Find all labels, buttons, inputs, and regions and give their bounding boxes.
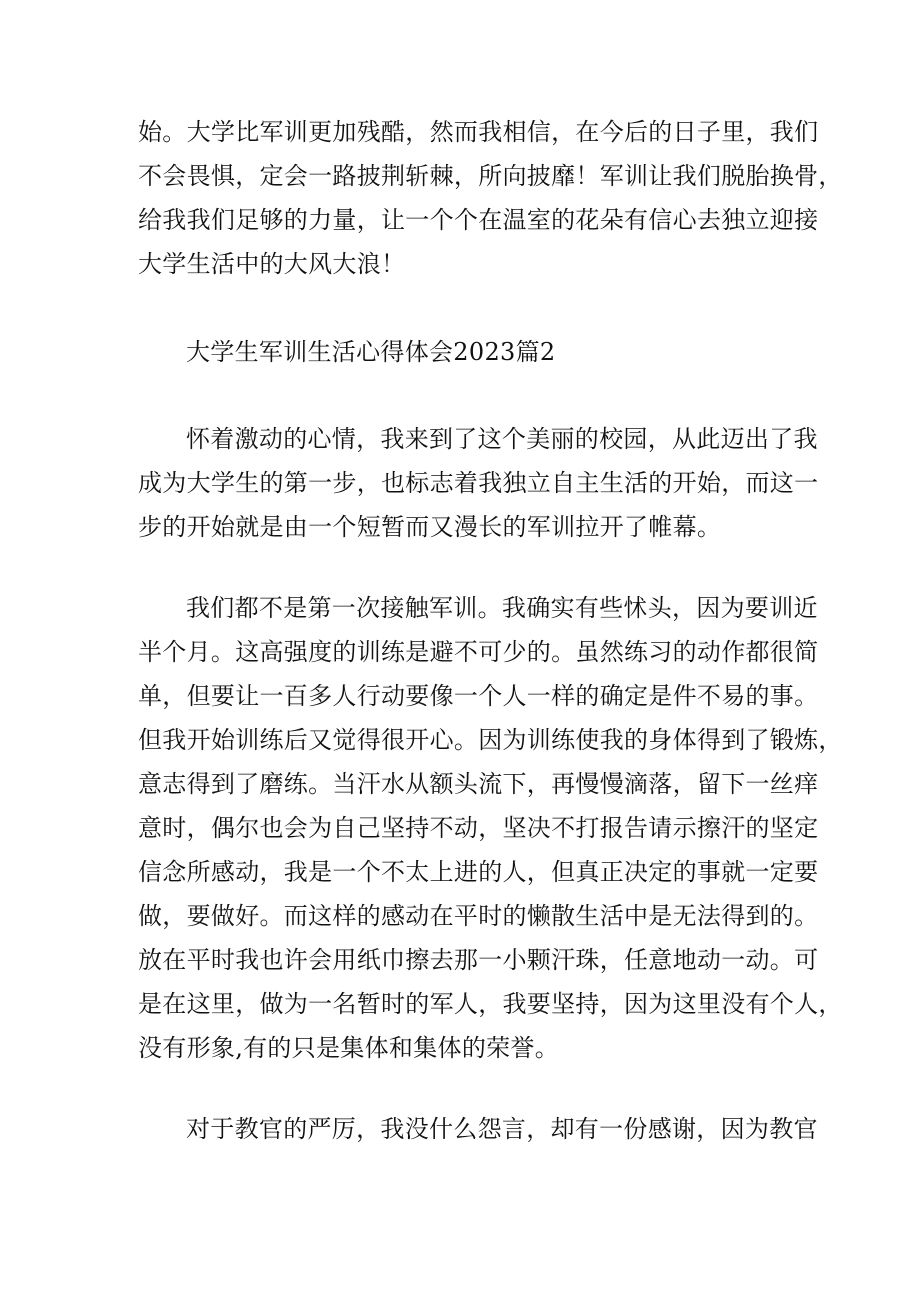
paragraph-3-line-4: 但我开始训练后又觉得很开心。因为训练使我的身体得到了锻炼， <box>138 726 843 754</box>
paragraph-3-line-10: 是在这里，做为一名暂时的军人，我要坚持，因为这里没有个人， <box>138 990 843 1018</box>
paragraph-3-line-1: 我们都不是第一次接触军训。我确实有些怵头，因为要训近 <box>186 594 818 622</box>
paragraph-2-line-2: 成为大学生的第一步，也标志着我独立自主生活的开始，而这一 <box>138 469 819 497</box>
paragraph-3-line-8: 做，要做好。而这样的感动在平时的懒散生活中是无法得到的。 <box>138 902 819 930</box>
paragraph-3-line-7: 信念所感动，我是一个不太上进的人，但真正决定的事就一定要 <box>138 858 819 886</box>
paragraph-1-line-3: 给我我们足够的力量，让一个个在温室的花朵有信心去独立迎接 <box>138 206 819 234</box>
paragraph-4-line-1: 对于教官的严厉，我没什么怨言，却有一份感谢，因为教官 <box>186 1115 818 1143</box>
paragraph-3-line-2: 半个月。这高强度的训练是避不可少的。虽然练习的动作都很简 <box>138 638 819 666</box>
paragraph-1-line-2: 不会畏惧，定会一路披荆斩棘，所向披靡！军训让我们脱胎换骨， <box>138 162 843 190</box>
paragraph-2-line-3: 步的开始就是由一个短暂而又漫长的军训拉开了帷幕。 <box>138 513 722 541</box>
paragraph-3-line-6: 意时，偶尔也会为自己坚持不动，坚决不打报告请示擦汗的坚定 <box>138 814 819 842</box>
paragraph-3-line-5: 意志得到了磨练。当汗水从额头流下，再慢慢滴落，留下一丝痒 <box>138 770 819 798</box>
paragraph-3-line-9: 放在平时我也许会用纸巾擦去那一小颗汗珠，任意地动一动。可 <box>138 946 819 974</box>
paragraph-3-line-11: 没有形象,有的只是集体和集体的荣誉。 <box>138 1034 560 1062</box>
section-heading: 大学生军训生活心得体会2023篇2 <box>186 338 556 366</box>
paragraph-3-line-3: 单，但要让一百多人行动要像一个人一样的确定是件不易的事。 <box>138 682 819 710</box>
paragraph-1-line-1: 始。大学比军训更加残酷，然而我相信，在今后的日子里，我们 <box>138 118 819 146</box>
paragraph-1-line-4: 大学生活中的大风大浪！ <box>138 250 406 278</box>
paragraph-2-line-1: 怀着激动的心情，我来到了这个美丽的校园，从此迈出了我 <box>186 425 818 453</box>
